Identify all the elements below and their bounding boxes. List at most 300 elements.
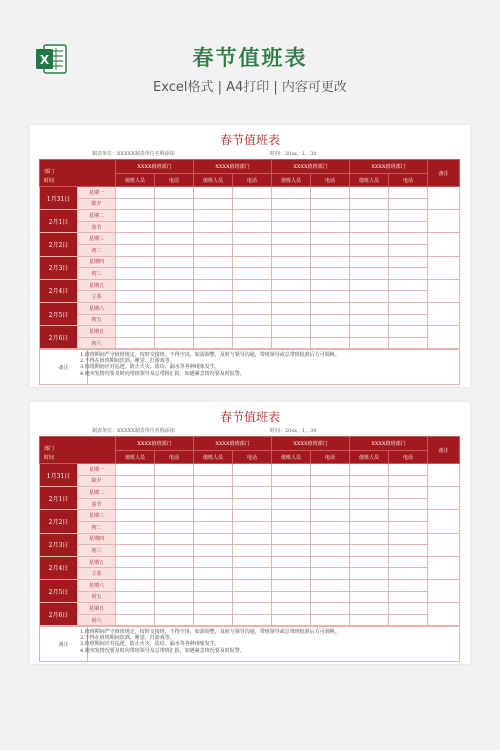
phone-entry-cell[interactable] xyxy=(311,510,350,522)
phone-entry-cell[interactable] xyxy=(311,187,350,199)
day-cell: 星期日 xyxy=(78,603,116,615)
header-corner xyxy=(40,437,116,464)
phone-entry-cell[interactable] xyxy=(155,256,194,268)
staff-entry-cell[interactable] xyxy=(350,279,389,291)
phone-entry-cell[interactable] xyxy=(233,498,272,510)
phone-entry-cell[interactable] xyxy=(155,498,194,510)
staff-entry-cell[interactable] xyxy=(350,302,389,314)
table-row xyxy=(40,464,460,476)
table-row xyxy=(40,510,460,522)
phone-entry-cell[interactable] xyxy=(389,337,428,349)
phone-entry-cell[interactable] xyxy=(311,221,350,233)
staff-entry-cell[interactable] xyxy=(194,198,233,210)
staff-entry-cell[interactable] xyxy=(272,233,311,245)
remark-entry-cell[interactable] xyxy=(428,210,460,233)
phone-entry-cell[interactable] xyxy=(311,475,350,487)
phone-entry-cell[interactable] xyxy=(389,233,428,245)
staff-entry-cell[interactable] xyxy=(350,498,389,510)
notes-text xyxy=(80,352,453,377)
remark-entry-cell[interactable] xyxy=(428,279,460,302)
phone-entry-cell[interactable] xyxy=(233,337,272,349)
phone-entry-cell[interactable] xyxy=(311,326,350,338)
day-cell: 星期四 xyxy=(78,256,116,268)
staff-entry-cell[interactable] xyxy=(272,521,311,533)
phone-entry-cell[interactable] xyxy=(155,233,194,245)
remark-entry-cell[interactable] xyxy=(428,579,460,602)
staff-entry-cell[interactable] xyxy=(116,302,155,314)
phone-entry-cell[interactable] xyxy=(389,291,428,303)
phone-entry-cell[interactable] xyxy=(155,591,194,603)
staff-entry-cell[interactable] xyxy=(272,533,311,545)
phone-entry-cell[interactable] xyxy=(233,187,272,199)
remark-header: 备注 xyxy=(428,160,460,187)
staff-entry-cell[interactable] xyxy=(194,256,233,268)
notes-label: 备注 xyxy=(40,627,88,661)
staff-entry-cell[interactable] xyxy=(272,568,311,580)
staff-entry-cell[interactable] xyxy=(194,291,233,303)
staff-entry-cell[interactable] xyxy=(116,233,155,245)
department-header: XXXX值班部门 xyxy=(194,437,272,451)
staff-entry-cell[interactable] xyxy=(350,291,389,303)
staff-entry-cell[interactable] xyxy=(350,533,389,545)
staff-entry-cell[interactable] xyxy=(350,268,389,280)
staff-entry-cell[interactable] xyxy=(116,556,155,568)
staff-entry-cell[interactable] xyxy=(350,256,389,268)
phone-entry-cell[interactable] xyxy=(311,302,350,314)
staff-entry-cell[interactable] xyxy=(350,326,389,338)
staff-entry-cell[interactable] xyxy=(194,279,233,291)
phone-entry-cell[interactable] xyxy=(311,291,350,303)
phone-entry-cell[interactable] xyxy=(311,198,350,210)
phone-entry-cell[interactable] xyxy=(389,579,428,591)
phone-entry-cell[interactable] xyxy=(311,568,350,580)
phone-entry-cell[interactable] xyxy=(233,521,272,533)
phone-entry-cell[interactable] xyxy=(155,221,194,233)
remark-entry-cell[interactable] xyxy=(428,233,460,256)
staff-entry-cell[interactable] xyxy=(194,614,233,626)
staff-entry-cell[interactable] xyxy=(194,233,233,245)
phone-entry-cell[interactable] xyxy=(389,326,428,338)
svg-text:X: X xyxy=(39,53,50,67)
staff-entry-cell[interactable] xyxy=(350,233,389,245)
staff-subheader: 值班人员 xyxy=(116,174,155,187)
staff-entry-cell[interactable] xyxy=(116,510,155,522)
phone-entry-cell[interactable] xyxy=(311,591,350,603)
phone-entry-cell[interactable] xyxy=(233,244,272,256)
phone-entry-cell[interactable] xyxy=(233,464,272,476)
staff-entry-cell[interactable] xyxy=(350,464,389,476)
staff-entry-cell[interactable] xyxy=(350,521,389,533)
table-row xyxy=(40,475,460,487)
staff-entry-cell[interactable] xyxy=(116,337,155,349)
staff-entry-cell[interactable] xyxy=(116,568,155,580)
staff-entry-cell[interactable] xyxy=(116,279,155,291)
phone-subheader: 电话 xyxy=(389,174,428,187)
phone-subheader: 电话 xyxy=(233,174,272,187)
remark-entry-cell[interactable] xyxy=(428,464,460,487)
unit-label: 制表单位：XXXXX制表单位名称添加 xyxy=(92,428,175,434)
staff-entry-cell[interactable] xyxy=(272,614,311,626)
staff-entry-cell[interactable] xyxy=(194,187,233,199)
staff-entry-cell[interactable] xyxy=(194,244,233,256)
staff-entry-cell[interactable] xyxy=(272,603,311,615)
phone-entry-cell[interactable] xyxy=(233,533,272,545)
phone-entry-cell[interactable] xyxy=(389,533,428,545)
phone-entry-cell[interactable] xyxy=(155,302,194,314)
phone-entry-cell[interactable] xyxy=(311,256,350,268)
staff-entry-cell[interactable] xyxy=(194,314,233,326)
staff-subheader: 值班人员 xyxy=(272,451,311,464)
phone-entry-cell[interactable] xyxy=(233,568,272,580)
phone-entry-cell[interactable] xyxy=(389,221,428,233)
day-cell: 星期三 xyxy=(78,233,116,245)
staff-entry-cell[interactable] xyxy=(194,521,233,533)
table-row xyxy=(40,291,460,303)
corner-dept-label: 部门 xyxy=(44,446,55,452)
phone-entry-cell[interactable] xyxy=(155,291,194,303)
day-cell: 星期六 xyxy=(78,579,116,591)
table-row xyxy=(40,614,460,626)
phone-entry-cell[interactable] xyxy=(233,314,272,326)
staff-entry-cell[interactable] xyxy=(116,244,155,256)
remark-entry-cell[interactable] xyxy=(428,603,460,626)
phone-entry-cell[interactable] xyxy=(389,545,428,557)
phone-entry-cell[interactable] xyxy=(311,268,350,280)
staff-entry-cell[interactable] xyxy=(116,314,155,326)
staff-entry-cell[interactable] xyxy=(194,326,233,338)
staff-entry-cell[interactable] xyxy=(116,603,155,615)
phone-entry-cell[interactable] xyxy=(155,579,194,591)
staff-entry-cell[interactable] xyxy=(194,302,233,314)
remark-entry-cell[interactable] xyxy=(428,187,460,210)
staff-entry-cell[interactable] xyxy=(116,187,155,199)
note-line: 4.遇突发情况要及时向带班领导及总带班汇报，如遇紧急情况要及时报警。 xyxy=(80,370,245,377)
phone-entry-cell[interactable] xyxy=(155,279,194,291)
day-cell: 星期三 xyxy=(78,510,116,522)
phone-entry-cell[interactable] xyxy=(155,268,194,280)
staff-entry-cell[interactable] xyxy=(350,556,389,568)
staff-entry-cell[interactable] xyxy=(116,256,155,268)
staff-entry-cell[interactable] xyxy=(116,533,155,545)
staff-entry-cell[interactable] xyxy=(350,314,389,326)
phone-entry-cell[interactable] xyxy=(389,256,428,268)
staff-entry-cell[interactable] xyxy=(116,268,155,280)
staff-entry-cell[interactable] xyxy=(272,187,311,199)
phone-entry-cell[interactable] xyxy=(155,614,194,626)
staff-entry-cell[interactable] xyxy=(116,221,155,233)
phone-entry-cell[interactable] xyxy=(311,314,350,326)
phone-entry-cell[interactable] xyxy=(311,337,350,349)
phone-entry-cell[interactable] xyxy=(155,568,194,580)
staff-entry-cell[interactable] xyxy=(350,614,389,626)
phone-entry-cell[interactable] xyxy=(389,521,428,533)
staff-entry-cell[interactable] xyxy=(272,545,311,557)
staff-entry-cell[interactable] xyxy=(194,210,233,222)
phone-entry-cell[interactable] xyxy=(155,337,194,349)
day-cell: 除夕 xyxy=(78,198,116,210)
phone-entry-cell[interactable] xyxy=(233,556,272,568)
phone-entry-cell[interactable] xyxy=(233,210,272,222)
phone-entry-cell[interactable] xyxy=(155,487,194,499)
staff-entry-cell[interactable] xyxy=(272,475,311,487)
phone-entry-cell[interactable] xyxy=(155,326,194,338)
remark-entry-cell[interactable] xyxy=(428,326,460,349)
staff-entry-cell[interactable] xyxy=(194,603,233,615)
phone-entry-cell[interactable] xyxy=(155,187,194,199)
staff-entry-cell[interactable] xyxy=(350,579,389,591)
phone-entry-cell[interactable] xyxy=(233,268,272,280)
department-header: XXXX值班部门 xyxy=(272,437,350,451)
staff-entry-cell[interactable] xyxy=(194,337,233,349)
phone-entry-cell[interactable] xyxy=(311,545,350,557)
phone-entry-cell[interactable] xyxy=(233,579,272,591)
phone-entry-cell[interactable] xyxy=(389,187,428,199)
staff-entry-cell[interactable] xyxy=(350,545,389,557)
banner xyxy=(0,0,500,118)
notes-label: 备注 xyxy=(40,350,88,384)
phone-entry-cell[interactable] xyxy=(233,233,272,245)
staff-entry-cell[interactable] xyxy=(272,591,311,603)
phone-entry-cell[interactable] xyxy=(389,487,428,499)
phone-entry-cell[interactable] xyxy=(311,614,350,626)
notes-block xyxy=(39,349,460,385)
table-row xyxy=(40,603,460,615)
staff-entry-cell[interactable] xyxy=(272,244,311,256)
date-cell: 2月3日 xyxy=(40,256,78,279)
corner-time-label: 时间 xyxy=(44,178,55,184)
day-cell: 除夕 xyxy=(78,475,116,487)
phone-entry-cell[interactable] xyxy=(155,510,194,522)
phone-entry-cell[interactable] xyxy=(389,591,428,603)
header-corner xyxy=(40,160,116,187)
staff-entry-cell[interactable] xyxy=(272,256,311,268)
staff-entry-cell[interactable] xyxy=(272,326,311,338)
staff-entry-cell[interactable] xyxy=(116,210,155,222)
remark-entry-cell[interactable] xyxy=(428,487,460,510)
table-row xyxy=(40,221,460,233)
phone-entry-cell[interactable] xyxy=(389,302,428,314)
staff-entry-cell[interactable] xyxy=(350,591,389,603)
phone-entry-cell[interactable] xyxy=(233,603,272,615)
remark-entry-cell[interactable] xyxy=(428,510,460,533)
phone-entry-cell[interactable] xyxy=(389,210,428,222)
phone-entry-cell[interactable] xyxy=(389,314,428,326)
staff-entry-cell[interactable] xyxy=(116,591,155,603)
phone-entry-cell[interactable] xyxy=(233,510,272,522)
phone-entry-cell[interactable] xyxy=(311,533,350,545)
staff-entry-cell[interactable] xyxy=(350,210,389,222)
staff-entry-cell[interactable] xyxy=(194,533,233,545)
staff-entry-cell[interactable] xyxy=(116,521,155,533)
phone-entry-cell[interactable] xyxy=(233,279,272,291)
staff-entry-cell[interactable] xyxy=(194,221,233,233)
day-cell: 星期五 xyxy=(78,556,116,568)
phone-entry-cell[interactable] xyxy=(389,556,428,568)
day-cell: 立春 xyxy=(78,568,116,580)
staff-entry-cell[interactable] xyxy=(272,314,311,326)
staff-entry-cell[interactable] xyxy=(272,556,311,568)
staff-entry-cell[interactable] xyxy=(350,475,389,487)
phone-subheader: 电话 xyxy=(155,451,194,464)
phone-subheader: 电话 xyxy=(155,174,194,187)
staff-entry-cell[interactable] xyxy=(350,221,389,233)
table-row xyxy=(40,198,460,210)
note-line: 2.不得在值班期间饮酒、睡觉、打游戏等。 xyxy=(80,635,175,642)
phone-entry-cell[interactable] xyxy=(233,545,272,557)
table-row xyxy=(40,337,460,349)
staff-entry-cell[interactable] xyxy=(272,302,311,314)
staff-entry-cell[interactable] xyxy=(116,498,155,510)
phone-entry-cell[interactable] xyxy=(233,487,272,499)
note-line: 2.不得在值班期间饮酒、睡觉、打游戏等。 xyxy=(80,358,175,365)
phone-entry-cell[interactable] xyxy=(233,614,272,626)
date-cell: 2月1日 xyxy=(40,210,78,233)
staff-entry-cell[interactable] xyxy=(350,198,389,210)
phone-entry-cell[interactable] xyxy=(233,256,272,268)
staff-entry-cell[interactable] xyxy=(272,487,311,499)
phone-entry-cell[interactable] xyxy=(155,314,194,326)
staff-entry-cell[interactable] xyxy=(194,591,233,603)
table-row xyxy=(40,314,460,326)
phone-entry-cell[interactable] xyxy=(311,521,350,533)
staff-entry-cell[interactable] xyxy=(116,475,155,487)
day-cell: 初六 xyxy=(78,337,116,349)
staff-entry-cell[interactable] xyxy=(272,268,311,280)
staff-entry-cell[interactable] xyxy=(272,198,311,210)
staff-entry-cell[interactable] xyxy=(116,614,155,626)
staff-entry-cell[interactable] xyxy=(194,268,233,280)
staff-entry-cell[interactable] xyxy=(194,487,233,499)
phone-entry-cell[interactable] xyxy=(389,568,428,580)
staff-entry-cell[interactable] xyxy=(194,545,233,557)
phone-entry-cell[interactable] xyxy=(311,210,350,222)
phone-entry-cell[interactable] xyxy=(233,302,272,314)
remark-entry-cell[interactable] xyxy=(428,556,460,579)
day-cell: 星期一 xyxy=(78,187,116,199)
phone-entry-cell[interactable] xyxy=(311,556,350,568)
table-row xyxy=(40,591,460,603)
staff-entry-cell[interactable] xyxy=(272,210,311,222)
phone-entry-cell[interactable] xyxy=(311,579,350,591)
staff-entry-cell[interactable] xyxy=(350,510,389,522)
staff-entry-cell[interactable] xyxy=(116,198,155,210)
staff-entry-cell[interactable] xyxy=(116,487,155,499)
time-label: 时间：20xx，1，30 xyxy=(270,428,317,434)
phone-entry-cell[interactable] xyxy=(233,198,272,210)
staff-entry-cell[interactable] xyxy=(350,337,389,349)
phone-entry-cell[interactable] xyxy=(233,326,272,338)
phone-entry-cell[interactable] xyxy=(155,545,194,557)
phone-entry-cell[interactable] xyxy=(311,603,350,615)
remark-entry-cell[interactable] xyxy=(428,533,460,556)
phone-entry-cell[interactable] xyxy=(389,510,428,522)
phone-subheader: 电话 xyxy=(389,451,428,464)
phone-entry-cell[interactable] xyxy=(155,198,194,210)
staff-entry-cell[interactable] xyxy=(116,579,155,591)
date-cell: 2月1日 xyxy=(40,487,78,510)
day-cell: 星期二 xyxy=(78,210,116,222)
staff-entry-cell[interactable] xyxy=(194,464,233,476)
phone-entry-cell[interactable] xyxy=(155,244,194,256)
remark-entry-cell[interactable] xyxy=(428,256,460,279)
day-cell: 初三 xyxy=(78,545,116,557)
staff-entry-cell[interactable] xyxy=(194,568,233,580)
phone-entry-cell[interactable] xyxy=(233,591,272,603)
staff-entry-cell[interactable] xyxy=(194,498,233,510)
phone-entry-cell[interactable] xyxy=(389,475,428,487)
phone-entry-cell[interactable] xyxy=(311,464,350,476)
staff-entry-cell[interactable] xyxy=(272,510,311,522)
staff-entry-cell[interactable] xyxy=(350,487,389,499)
phone-entry-cell[interactable] xyxy=(155,603,194,615)
staff-entry-cell[interactable] xyxy=(194,510,233,522)
phone-entry-cell[interactable] xyxy=(233,221,272,233)
staff-entry-cell[interactable] xyxy=(350,603,389,615)
remark-entry-cell[interactable] xyxy=(428,302,460,325)
unit-label: 制表单位：XXXXX制表单位名称添加 xyxy=(92,151,175,157)
date-cell: 2月6日 xyxy=(40,603,78,626)
phone-entry-cell[interactable] xyxy=(389,279,428,291)
phone-entry-cell[interactable] xyxy=(389,198,428,210)
staff-entry-cell[interactable] xyxy=(350,568,389,580)
phone-entry-cell[interactable] xyxy=(233,291,272,303)
phone-entry-cell[interactable] xyxy=(389,603,428,615)
phone-entry-cell[interactable] xyxy=(155,533,194,545)
phone-subheader: 电话 xyxy=(311,451,350,464)
phone-entry-cell[interactable] xyxy=(155,475,194,487)
staff-entry-cell[interactable] xyxy=(194,556,233,568)
day-cell: 春节 xyxy=(78,498,116,510)
staff-entry-cell[interactable] xyxy=(116,464,155,476)
phone-entry-cell[interactable] xyxy=(311,233,350,245)
staff-entry-cell[interactable] xyxy=(350,187,389,199)
phone-entry-cell[interactable] xyxy=(311,244,350,256)
phone-entry-cell[interactable] xyxy=(389,244,428,256)
staff-entry-cell[interactable] xyxy=(116,326,155,338)
phone-entry-cell[interactable] xyxy=(155,210,194,222)
phone-entry-cell[interactable] xyxy=(155,556,194,568)
staff-entry-cell[interactable] xyxy=(194,579,233,591)
staff-entry-cell[interactable] xyxy=(272,221,311,233)
phone-entry-cell[interactable] xyxy=(389,498,428,510)
phone-entry-cell[interactable] xyxy=(311,498,350,510)
staff-entry-cell[interactable] xyxy=(116,545,155,557)
staff-entry-cell[interactable] xyxy=(272,279,311,291)
corner-dept-label: 部门 xyxy=(44,169,55,175)
staff-entry-cell[interactable] xyxy=(272,291,311,303)
phone-entry-cell[interactable] xyxy=(155,521,194,533)
phone-entry-cell[interactable] xyxy=(233,475,272,487)
table-row xyxy=(40,256,460,268)
phone-entry-cell[interactable] xyxy=(389,268,428,280)
day-cell: 初二 xyxy=(78,244,116,256)
staff-entry-cell[interactable] xyxy=(194,475,233,487)
day-cell: 星期六 xyxy=(78,302,116,314)
remark-header: 备注 xyxy=(428,437,460,464)
phone-entry-cell[interactable] xyxy=(311,487,350,499)
staff-entry-cell[interactable] xyxy=(116,291,155,303)
phone-entry-cell[interactable] xyxy=(311,279,350,291)
staff-entry-cell[interactable] xyxy=(272,498,311,510)
staff-entry-cell[interactable] xyxy=(272,579,311,591)
staff-entry-cell[interactable] xyxy=(350,244,389,256)
phone-entry-cell[interactable] xyxy=(389,464,428,476)
staff-entry-cell[interactable] xyxy=(272,337,311,349)
staff-entry-cell[interactable] xyxy=(272,464,311,476)
phone-entry-cell[interactable] xyxy=(389,614,428,626)
phone-entry-cell[interactable] xyxy=(155,464,194,476)
staff-subheader: 值班人员 xyxy=(194,174,233,187)
